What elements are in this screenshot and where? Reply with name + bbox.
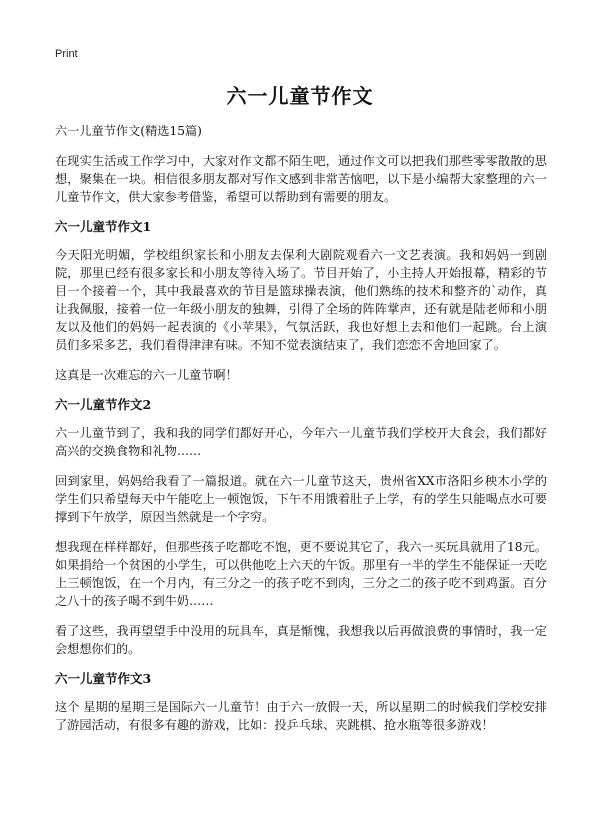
document-title: 六一儿童节作文 (226, 84, 374, 108)
essay-section-1 (55, 218, 547, 384)
document-subtitle: 六一儿童节作文(精选15篇) (55, 124, 202, 138)
section-paragraph: 想我现在样样都好，但那些孩子吃都吃不饱，更不要说其它了，我六一买玩具就用了18元。如果捐给一个贫困的小学生，可以供他吃上六天的午饭。那里有一半的学生不能保证一天吃上三顿饱饭，在一个月内，有三分之一的孩子吃不到肉，三分之二的孩子吃不到鸡蛋。百分之八十的孩子喝不到牛奶…… (55, 540, 547, 608)
section-paragraph: 今天阳光明媚，学校组织家长和小朋友去保利大剧院观看六一文艺表演。我和妈妈一到剧院，那里已经有很多家长和小朋友等待入场了。节目开始了，小主持人开始报幕，精彩的节目一个接着一个，其中我最喜欢的节目是篮球操表演，他们熟练的技术和整齐的`动作，真让我佩服，接着一位一年级小朋友的独舞，引得了全场的阵阵掌声，还有就是陆老师和小朋友以及他们的妈妈一起表演的《小苹果》，气氛活跃，我也好想上去和他们一起跳。台上演员们多采多艺，我们看得津津有味。不知不觉表演结束了，我们恋恋不舍地回家了。 (55, 248, 547, 352)
section-paragraph: 六一儿童节到了，我和我的同学们都好开心，今年六一儿童节我们学校开大食会，我们都好高兴的交换食物和礼物…… (55, 426, 547, 458)
section-paragraph: 这个 星期的星期三是国际六一儿童节！由于六一放假一天，所以星期二的时候我们学校安排了游园活动，有很多有趣的游戏，比如：投乒乓球、夹跳棋、抢水瓶等很多游戏！ (55, 700, 547, 732)
print-label: Print (55, 48, 78, 60)
section-paragraph: 这真是一次难忘的六一儿童节啊！ (55, 368, 238, 382)
section-heading: 六一儿童节作文1 (55, 219, 152, 234)
section-paragraph: 回到家里，妈妈给我看了一篇报道。就在六一儿童节这天，贵州省XX市洛阳乡秧木小学的学生们只希望每天中午能吃上一顿饱饭，下午不用饿着肚子上学，有的学生只能喝点水可要撑到下午放学，原因当然就是一个字穷。 (55, 474, 547, 524)
section-heading: 六一儿童节作文3 (55, 671, 152, 686)
section-heading: 六一儿童节作文2 (55, 397, 152, 412)
essay-section-3 (55, 670, 547, 734)
intro-paragraph: 在现实生活或工作学习中，大家对作文都不陌生吧，通过作文可以把我们那些零零散散的思想，聚集在一块。相信很多朋友都对写作文感到非常苦恼吧，以下是小编帮大家整理的六一儿童节作文，供大家参考借鉴，希望可以帮助到有需要的朋友。 (55, 154, 547, 204)
document-body (55, 122, 547, 746)
section-paragraph: 看了这些，我再望望手中没用的玩具车，真是惭愧，我想我以后再做浪费的事情时，我一定会想想你们的。 (55, 624, 547, 656)
essay-section-2 (55, 396, 547, 658)
